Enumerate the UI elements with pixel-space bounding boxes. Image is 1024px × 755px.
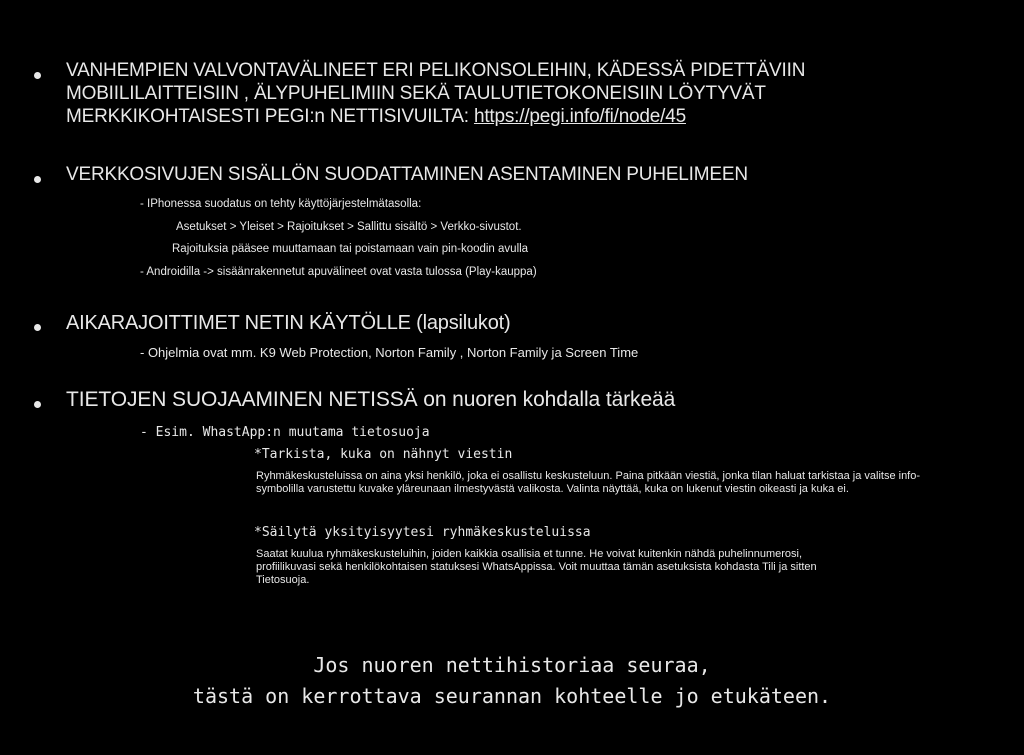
pegi-link[interactable]: https://pegi.info/fi/node/45 [473, 106, 686, 127]
tip1-body: Ryhmäkeskusteluissa on aina yksi henkilö, joka ei osallistu keskusteluun. Paina pitkään viestiä, jonka tilan haluat tarkistaa ja valitse info-symbolilla varustettu kuvake yläreunaan ilmestyvästä valikosta. Valinta näyttää, kuka on lukenut viestin oikeasti ja kuka ei. [256, 470, 921, 495]
section1-line1: VANHEMPIEN VALVONTAVÄLINEET ERI PELIKONSOLEIHIN, KÄDESSÄ PIDETTÄVIIN [66, 60, 806, 81]
section2-heading: VERKKOSIVUJEN SISÄLLÖN SUODATTAMINEN ASENTAMINEN PUHELIMEEN [66, 164, 748, 185]
section4-heading: TIETOJEN SUOJAAMINEN NETISSÄ on nuoren kohdalla tärkeää [66, 388, 676, 411]
tip2-body: Saatat kuulua ryhmäkeskusteluihin, joiden kaikkia osallisia et tunne. He voivat kuitenkin nähdä puhelinnumerosi, profiilikuvasi sekä henkilökohtaisen statuksesi WhatsAppissa. Voit muuttaa tämän asetuksista kohdasta Tili ja sitten Tietosuoja. [256, 548, 817, 586]
bullet-4 [34, 401, 41, 408]
section2-line4: - Androidilla -> sisäänrakennetut apuvälineet ovat vasta tulossa (Play-kauppa) [140, 266, 537, 278]
section2-line2: Asetukset > Yleiset > Rajoitukset > Sallittu sisältö > Verkko-sivustot. [176, 221, 522, 233]
tip2-title: *Säilytä yksityisyytesi ryhmäkeskusteluissa [254, 525, 591, 540]
section2-line1: - IPhonessa suodatus on tehty käyttöjärjestelmätasolla: [140, 198, 422, 210]
closing-line2: tästä on kerrottava seurannan kohteelle jo etukäteen. [192, 684, 832, 708]
bullet-1 [34, 72, 41, 79]
section3-line1: - Ohjelmia ovat mm. K9 Web Protection, Norton Family , Norton Family ja Screen Time [140, 345, 639, 360]
bullet-2 [34, 176, 41, 183]
section3-heading: AIKARAJOITTIMET NETIN KÄYTÖLLE (lapsilukot) [66, 312, 511, 334]
section1-line3 [66, 106, 686, 127]
tip1-title: *Tarkista, kuka on nähnyt viestin [254, 447, 513, 462]
section1-line2: MOBIILILAITTEISIIN , ÄLYPUHELIMIIN SEKÄ TAULUTIETOKONEISIIN LÖYTYVÄT [66, 83, 766, 104]
section4-line1: - Esim. WhastApp:n muutama tietosuoja [140, 425, 430, 440]
bullet-3 [34, 324, 41, 331]
closing-line1: Jos nuoren nettihistoriaa seuraa, [313, 653, 711, 677]
section2-line3: Rajoituksia pääsee muuttamaan tai poistamaan vain pin-koodin avulla [172, 243, 529, 255]
section1-line3-prefix: MERKKIKOHTAISESTI PEGI:n NETTISIVUILTA: [66, 106, 474, 127]
